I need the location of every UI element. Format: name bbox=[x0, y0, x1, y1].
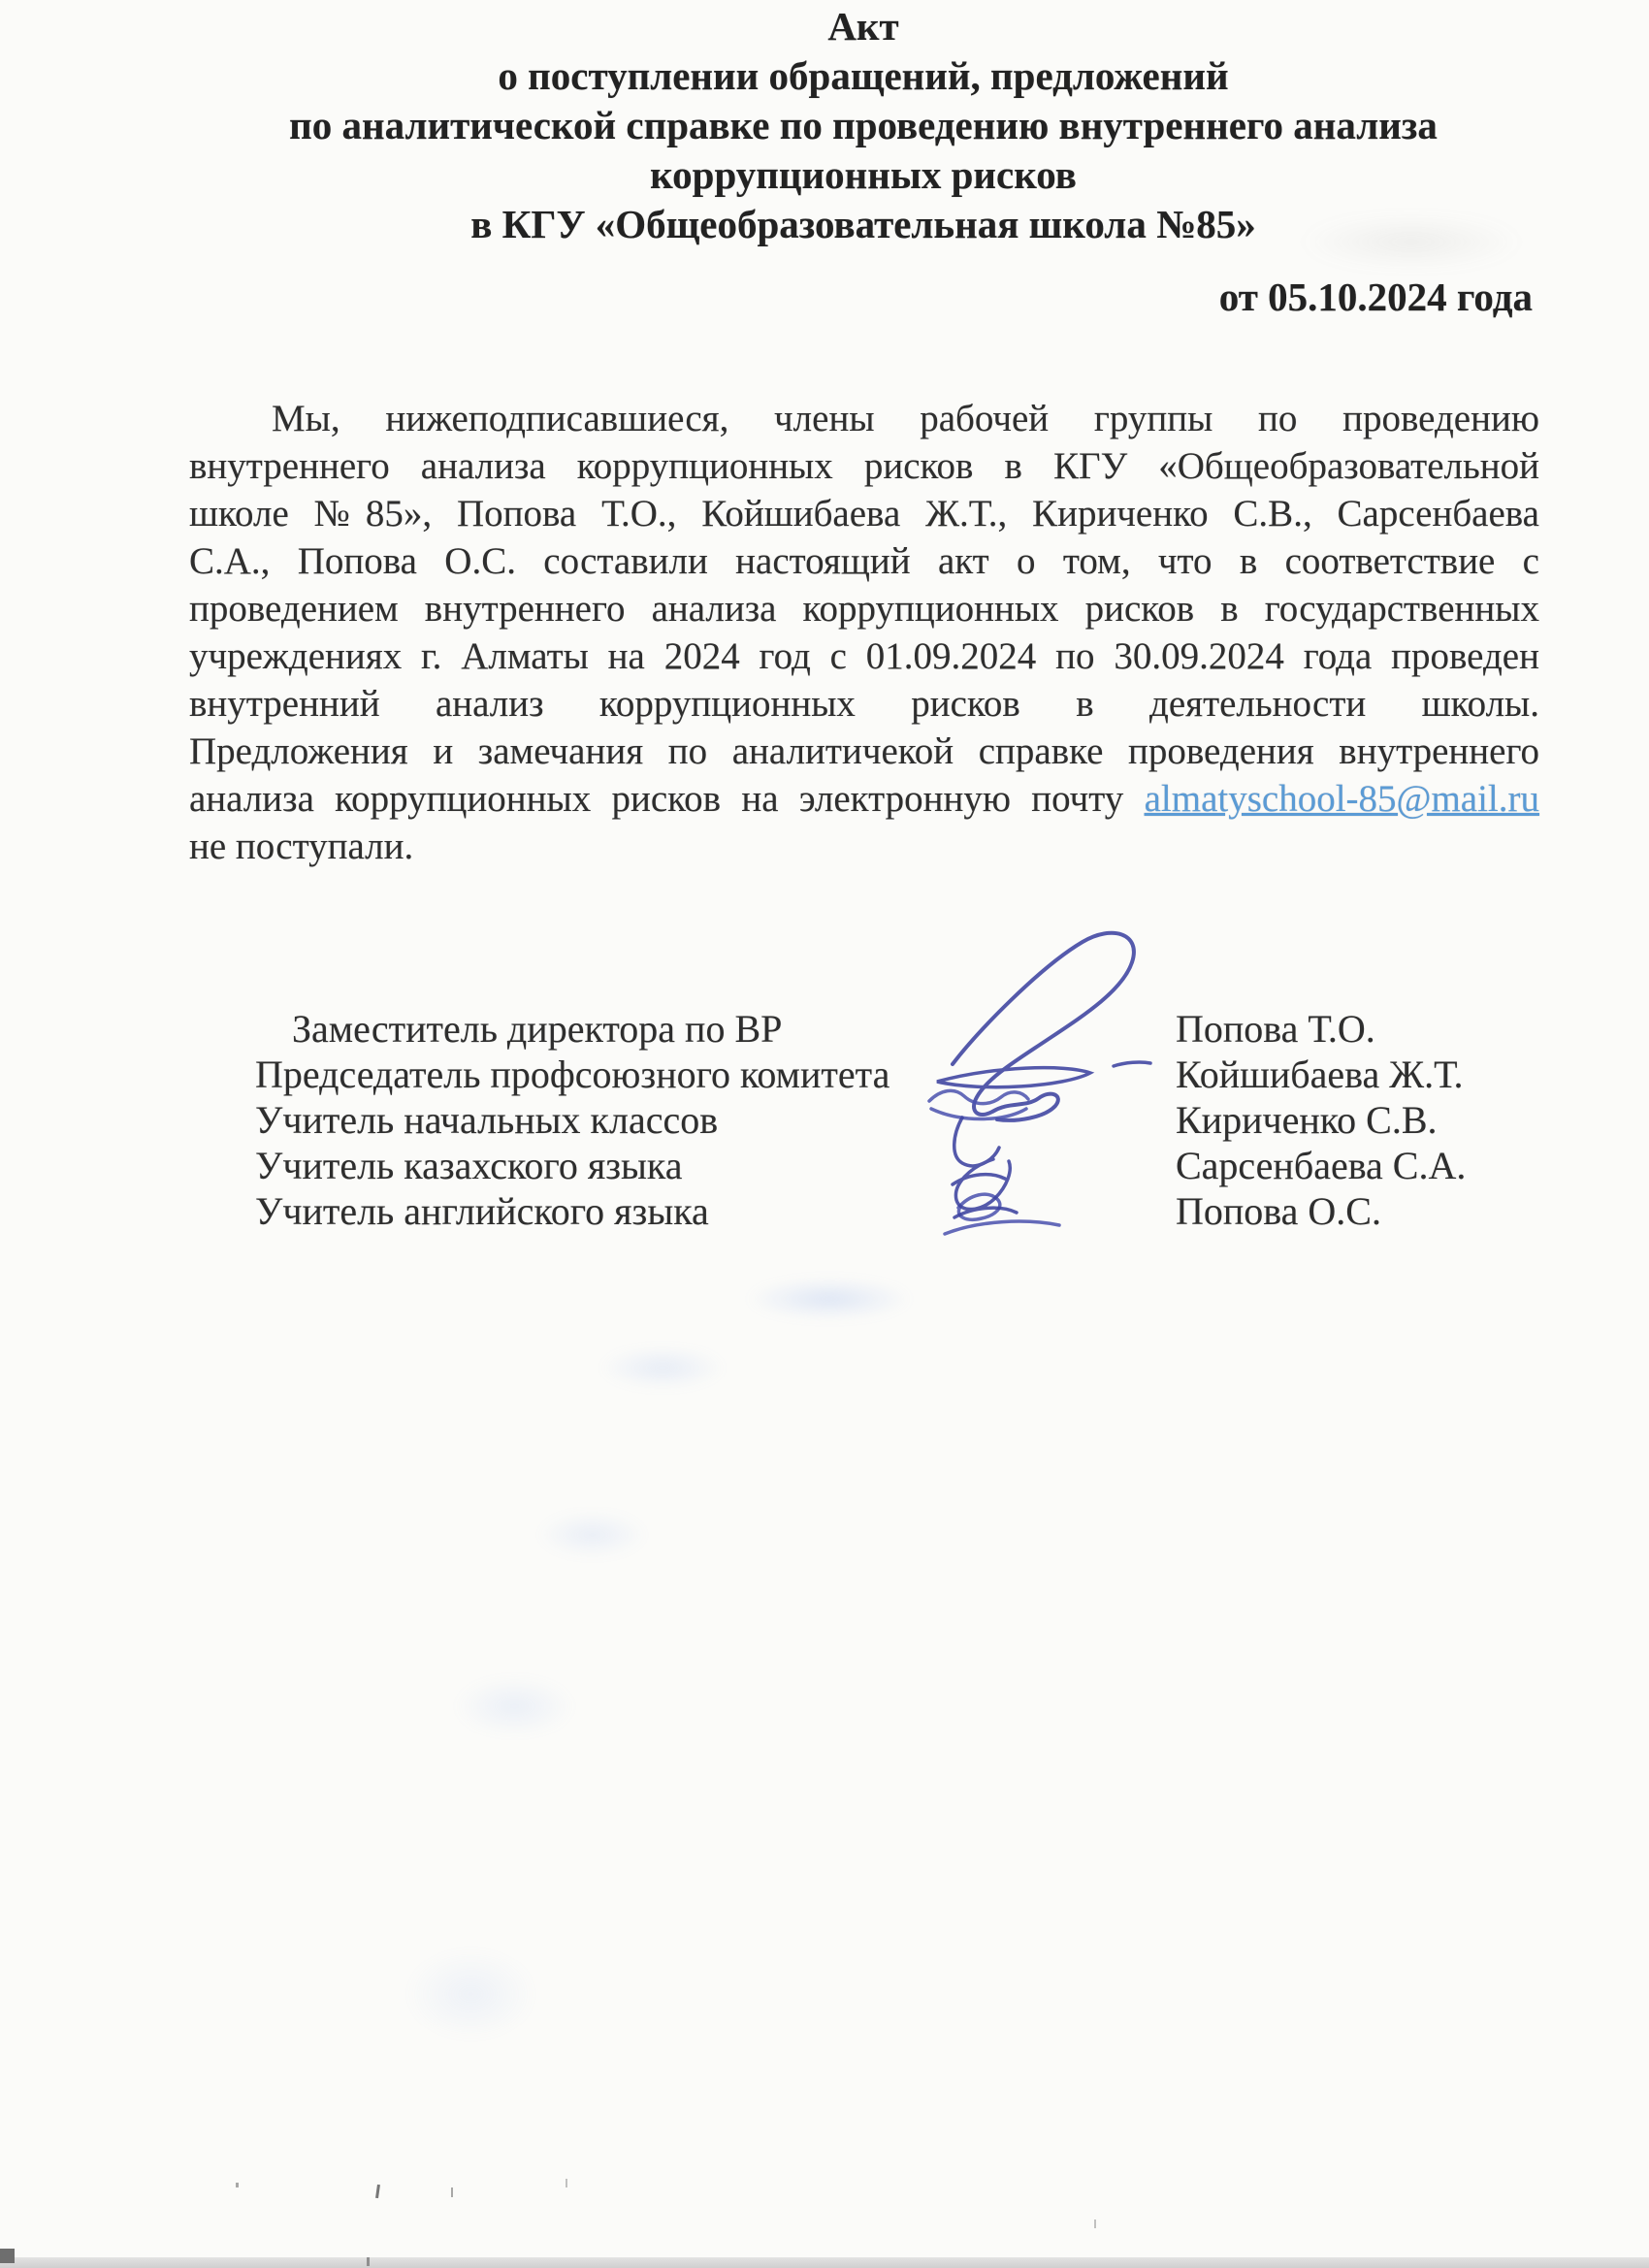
scan-speck-artifact bbox=[1094, 2219, 1096, 2228]
body-line-with-email bbox=[189, 775, 1539, 823]
body-text: анализа коррупционных рисков на электронную почту bbox=[189, 778, 1145, 820]
title-line: о поступлении обращений, предложений bbox=[498, 53, 1229, 98]
signer-role: Заместитель директора по ВР bbox=[292, 1007, 783, 1051]
document-title bbox=[184, 2, 1542, 249]
body-line: учреждениях г. Алматы на 2024 год с 01.09.2024 по 30.09.2024 года проведен bbox=[189, 635, 1539, 677]
signer-name: Койшибаева Ж.Т. bbox=[1176, 1053, 1464, 1096]
body-paragraph bbox=[189, 395, 1539, 870]
signer-name: Попова О.С. bbox=[1176, 1189, 1381, 1233]
scan-speck-artifact bbox=[236, 2183, 239, 2187]
signer-role: Учитель английского языка bbox=[255, 1189, 709, 1233]
signature-scribble-icon bbox=[902, 917, 1174, 1242]
signer-role: Учитель начальных классов bbox=[255, 1098, 719, 1142]
title-line: Акт bbox=[827, 4, 899, 49]
scan-bleedthrough-artifact bbox=[747, 1279, 912, 1319]
body-line: внутренний анализ коррупционных рисков в деятельности школы. bbox=[189, 683, 1539, 725]
signer-name: Кириченко С.В. bbox=[1176, 1098, 1438, 1142]
scan-speck-artifact bbox=[566, 2179, 567, 2187]
title-line: по аналитической справке по проведению внутреннего анализа bbox=[289, 103, 1438, 147]
scan-speck-artifact bbox=[375, 2185, 380, 2198]
scan-edge-tick bbox=[367, 2257, 370, 2266]
signature-names-column bbox=[1176, 1006, 1466, 1234]
signer-name: Сарсенбаева С.А. bbox=[1176, 1144, 1467, 1187]
body-line: проведением внутреннего анализа коррупционных рисков в государственных bbox=[189, 588, 1539, 630]
title-line: коррупционных рисков bbox=[650, 152, 1077, 197]
scan-bleedthrough-artifact bbox=[405, 1948, 536, 2040]
scan-bleedthrough-artifact bbox=[536, 1511, 648, 1558]
signature-roles-column bbox=[255, 1006, 889, 1234]
body-line: С.А., Попова О.С. составили настоящий акт о том, что в соответствие с bbox=[189, 540, 1539, 582]
document-date: от 05.10.2024 года bbox=[1218, 275, 1533, 319]
scan-bleedthrough-artifact bbox=[454, 1676, 575, 1736]
signer-role: Учитель казахского языка bbox=[255, 1144, 683, 1187]
signer-name: Попова Т.О. bbox=[1176, 1007, 1375, 1051]
scan-speck-artifact bbox=[451, 2187, 453, 2197]
signer-role: Председатель профсоюзного комитета bbox=[255, 1053, 890, 1096]
body-closing-line: не поступали. bbox=[189, 826, 414, 867]
body-line: внутреннего анализа коррупционных рисков в КГУ «Общеобразовательной bbox=[189, 445, 1539, 487]
scan-corner-mark bbox=[0, 2249, 15, 2263]
body-line: Предложения и замечания по аналитичекой справке проведения внутреннего bbox=[189, 730, 1539, 772]
scan-bottom-edge bbox=[0, 2257, 1649, 2268]
email-link[interactable]: almatyschool-85@mail.ru bbox=[1144, 778, 1539, 820]
body-line: Мы, нижеподписавшиеся, члены рабочей группы по проведению bbox=[272, 398, 1539, 439]
scan-bleedthrough-artifact bbox=[599, 1346, 726, 1389]
title-line: в КГУ «Общеобразовательная школа №85» bbox=[470, 202, 1256, 246]
body-line: школе №85», Попова Т.О., Койшибаева Ж.Т., Кириченко С.В., Сарсенбаева bbox=[189, 493, 1539, 535]
